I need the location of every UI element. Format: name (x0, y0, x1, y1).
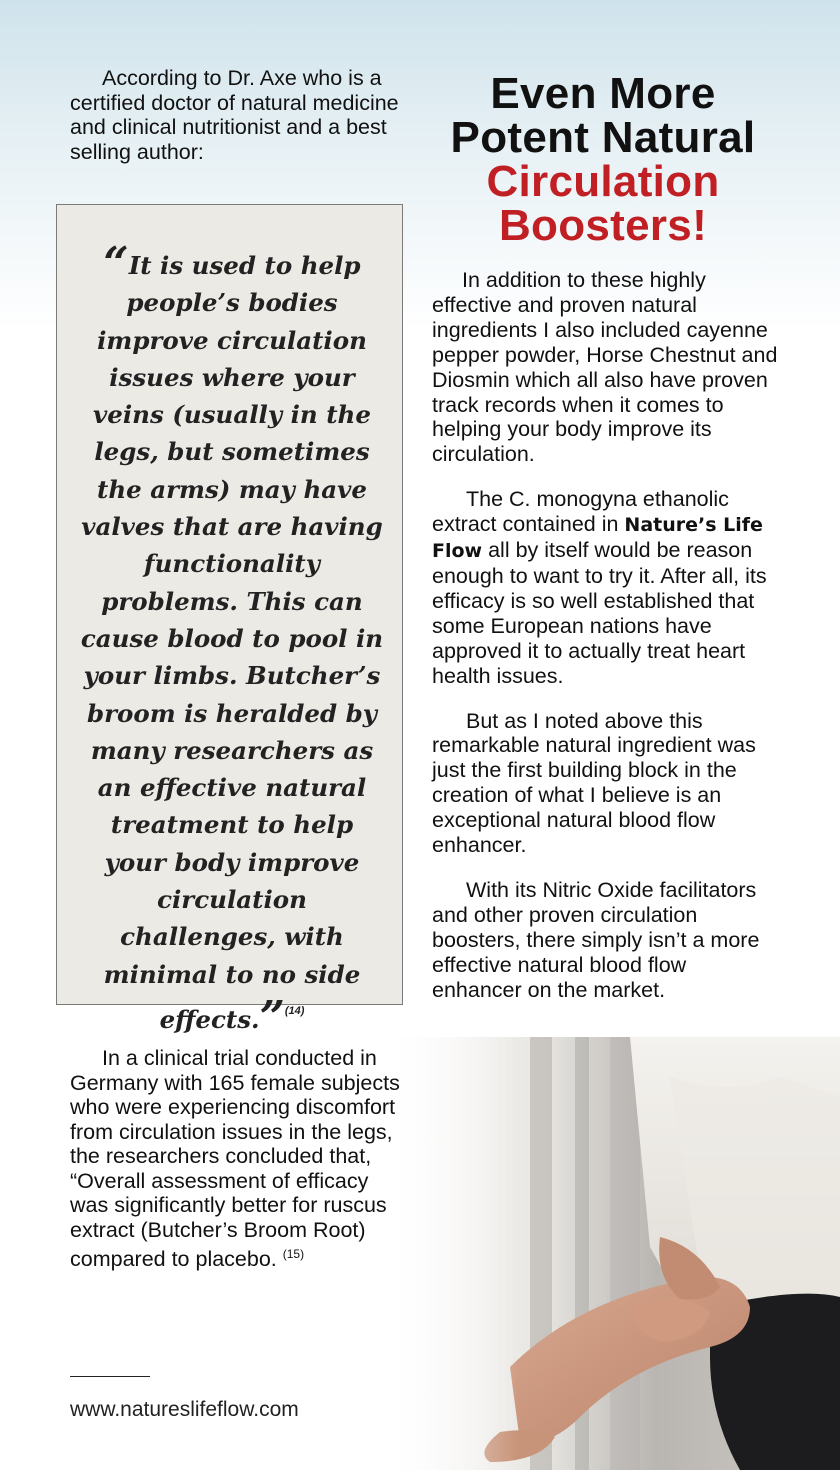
footnote-divider (70, 1376, 150, 1377)
brand-name: Nature’s Life Flow (432, 514, 763, 563)
paragraph-nitric-oxide: With its Nitric Oxide facilitators and other proven circulation boosters, there simply isn’t a more effective natural blood flow enhancer on the market. (432, 877, 760, 1002)
pull-quote-text (77, 238, 387, 1043)
clinical-trial-text: In a clinical trial conducted in Germany with 165 female subjects who were experiencing discomfort from circulation issues in the legs, the researchers concluded that, “Overall assessment of efficacy was significantly better for ruscus extract (Butcher’s Broom Root) compared to placebo. (70, 1046, 400, 1271)
paragraph-building-block: But as I noted above this remarkable natural ingredient was just the first building block in the creation of what I believe is an exceptional natural blood flow enhancer. (432, 708, 756, 858)
clinical-trial-paragraph (70, 1046, 400, 1272)
intro-paragraph: According to Dr. Axe who is a certified doctor of natural medicine and clinical nutritionist and a best selling author: (70, 66, 399, 164)
right-column (432, 268, 778, 1022)
pull-quote-body: It is used to help people’s bodies improve circulation issues where your veins (usually in the legs, but sometimes the arms) may have valves that are having functionality problems. This can cause blood to pool in your limbs. Butcher’s broom is heralded by many researchers as an effective natural treatment to help your body improve circulation challenges, with minimal to no side effects. (80, 251, 384, 1034)
section-heading (428, 69, 778, 250)
woman-massaging-leg-photo (380, 1037, 840, 1470)
paragraph-monogyna-end: all by itself would be reason enough to want to try it. After all, its efficacy is so well established that some European nations have approved it to actually treat heart health issues. (432, 538, 767, 688)
heading-line-2: Circulation Boosters! (486, 157, 720, 250)
paragraph-monogyna-start: The C. monogyna ethanolic extract contained in (432, 487, 729, 537)
pull-quote-box (56, 204, 403, 1043)
paragraph-monogyna (432, 487, 778, 688)
close-quote-mark: ” (259, 991, 285, 1043)
trial-reference: (15) (282, 1247, 305, 1261)
quote-reference: (14) (284, 1004, 305, 1017)
heading-line-1: Even More Potent Natural (450, 69, 756, 162)
website-url: www.natureslifeflow.com (70, 1398, 299, 1421)
paragraph-ingredients: In addition to these highly effective and proven natural ingredients I also included cayenne pepper powder, Horse Chestnut and Diosmin which all also have proven track records when it comes to helping your body improve its circulation. (432, 268, 778, 467)
open-quote-mark: “ (103, 238, 129, 289)
